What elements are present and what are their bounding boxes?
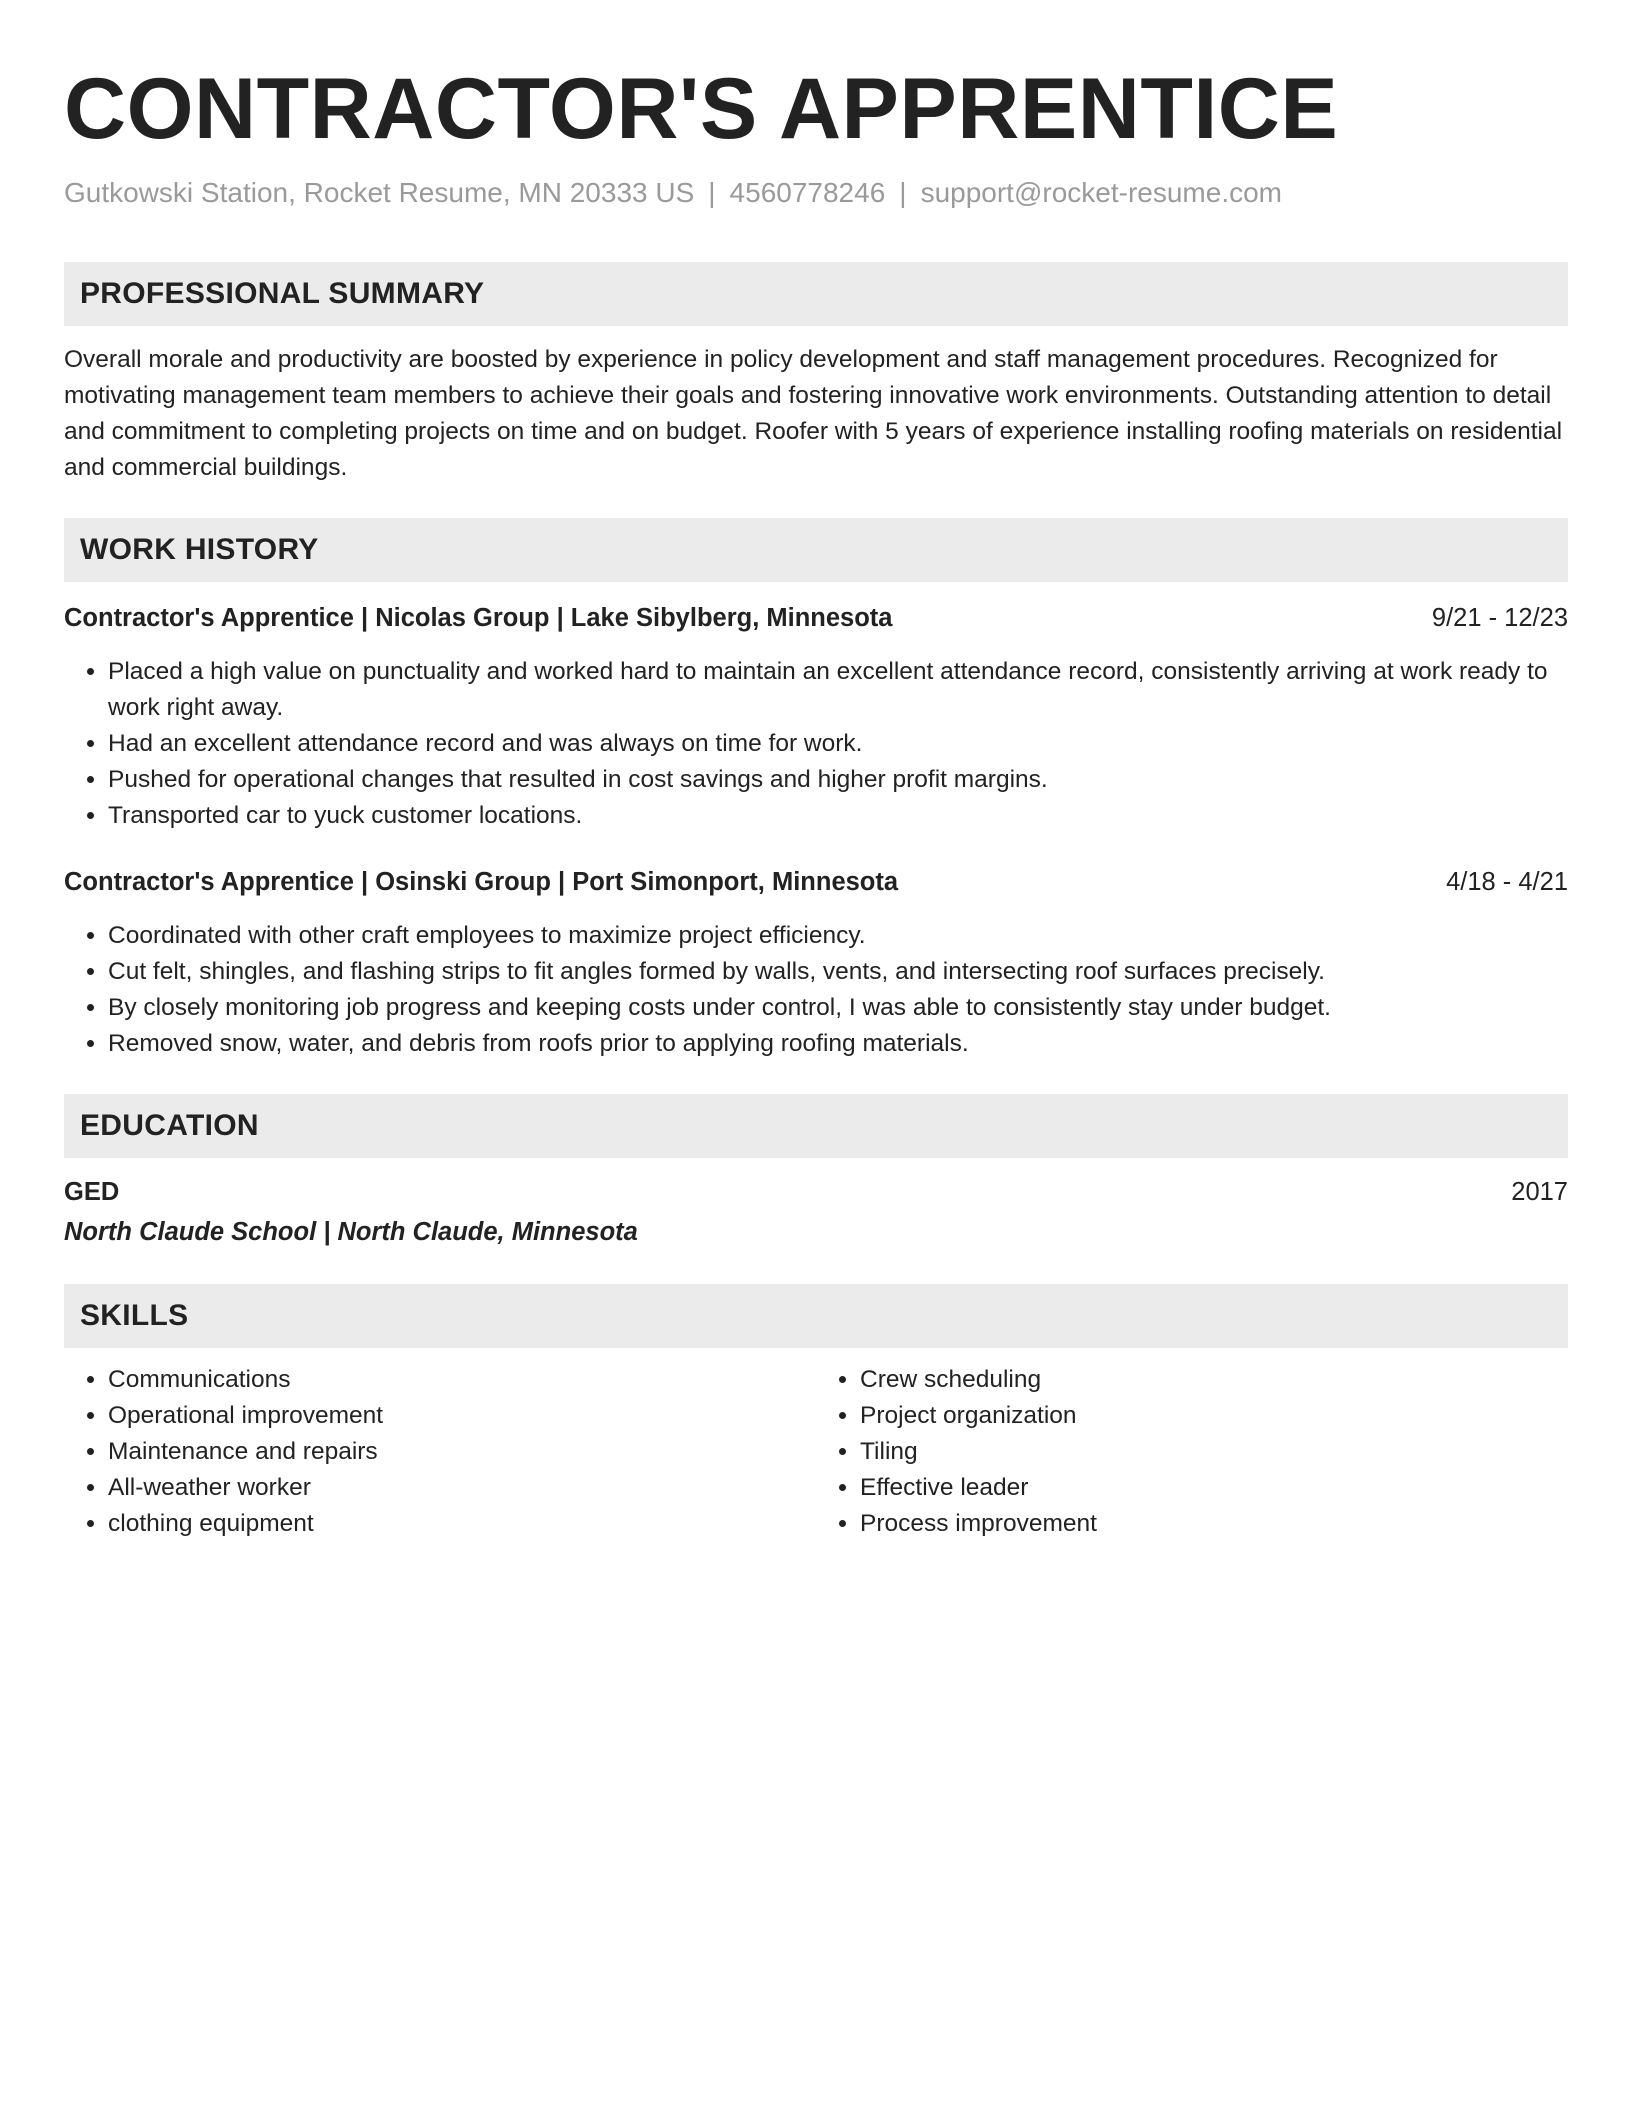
skills-columns [64,1362,1568,1542]
summary-text: Overall morale and productivity are boosted by experience in policy development and staff management procedures. Recognized for motivating management team members to achieve their goals and fostering innovative work environments. Outstanding attention to detail and commitment to completing projects on time and on budget. Roofer with 5 years of experience installing roofing materials on residential and commercial buildings. [64,345,1563,481]
section-header-skills: SKILLS [64,1284,1568,1348]
skills-column-right [816,1362,1568,1542]
skill-item: • Communications [108,1362,816,1398]
job-title: Contractor's Apprentice | Osinski Group | Port Simonport, Minnesota [64,867,899,896]
section-header-education: EDUCATION [64,1094,1568,1158]
job-entry [64,864,1568,1062]
education-entry [64,1174,1568,1250]
job-bullet-list [64,654,1568,834]
skills-list [64,1362,816,1542]
skill-item: • clothing equipment [108,1506,816,1542]
job-title: Contractor's Apprentice | Nicolas Group | Lake Sibylberg, Minnesota [64,603,893,632]
skill-item: • Maintenance and repairs [108,1434,816,1470]
skills-column-left [64,1362,816,1542]
skill-item: • Tiling [860,1434,1568,1470]
education-school: North Claude School | North Claude, Minnesota [64,1217,638,1246]
section-header-work-history: WORK HISTORY [64,518,1568,582]
skill-item: • Operational improvement [108,1398,816,1434]
contact-line [64,176,1568,210]
job-dates: 4/18 - 4/21 [1446,867,1568,896]
candidate-name: CONTRACTOR'S APPRENTICE [64,61,1339,157]
job-bullet: • Cut felt, shingles, and flashing strips to fit angles formed by walls, vents, and intersecting roof surfaces precisely. [108,954,1568,990]
skill-item: • Process improvement [860,1506,1568,1542]
contact-address: Gutkowski Station, Rocket Resume, MN 20333 US [64,177,695,208]
contact-separator: | [899,177,907,208]
education-year: 2017 [1511,1177,1568,1206]
skill-item: • All-weather worker [108,1470,816,1506]
education-degree: GED [64,1177,120,1206]
job-header-row [64,600,1568,636]
job-bullet: • Placed a high value on punctuality and worked hard to maintain an excellent attendance record, consistently arriving at work ready to work right away. [108,654,1568,726]
skill-item: • Crew scheduling [860,1362,1568,1398]
job-header-row [64,864,1568,900]
contact-phone: 4560778246 [729,177,886,208]
job-bullet-list [64,918,1568,1062]
job-bullet: • Coordinated with other craft employees to maximize project efficiency. [108,918,1568,954]
job-bullet: • Transported car to yuck customer locations. [108,798,1568,834]
contact-separator: | [708,177,716,208]
section-header-summary: PROFESSIONAL SUMMARY [64,262,1568,326]
job-bullet: • By closely monitoring job progress and keeping costs under control, I was able to consistently stay under budget. [108,990,1568,1026]
job-entry [64,600,1568,834]
skill-item: • Effective leader [860,1470,1568,1506]
job-bullet: • Removed snow, water, and debris from roofs prior to applying roofing materials. [108,1026,1568,1062]
education-header-row [64,1174,1568,1210]
skills-list [816,1362,1568,1542]
contact-email: support@rocket-resume.com [920,177,1282,208]
job-dates: 9/21 - 12/23 [1431,603,1568,632]
job-bullet: • Had an excellent attendance record and was always on time for work. [108,726,1568,762]
skill-item: • Project organization [860,1398,1568,1434]
job-bullet: • Pushed for operational changes that resulted in cost savings and higher profit margins. [108,762,1568,798]
